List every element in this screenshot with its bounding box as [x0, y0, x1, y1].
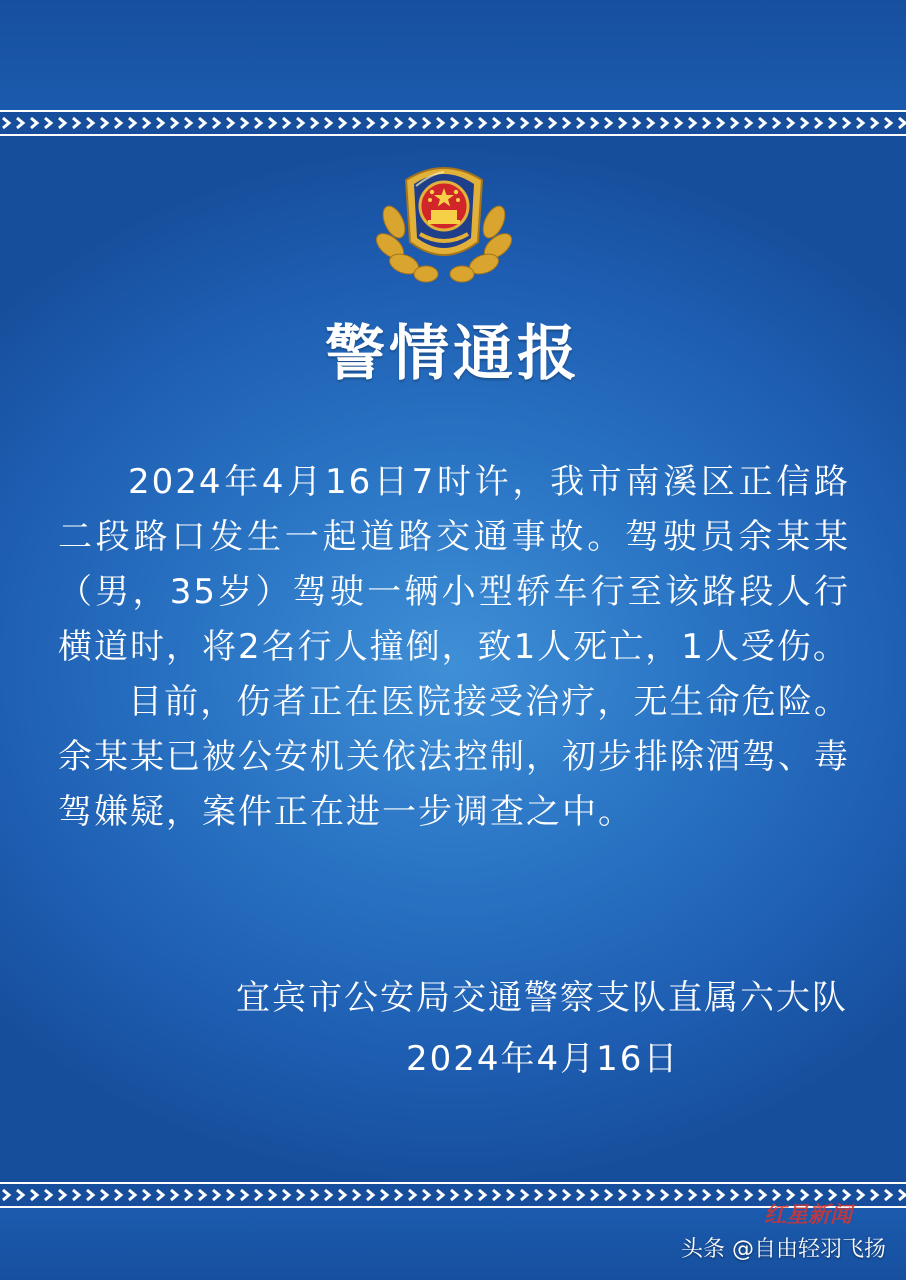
news-logo-watermark: 红星新闻 [764, 1202, 853, 1228]
notice-paragraph: 2024年4月16日7时许，我市南溪区正信路二段路口发生一起道路交通事故。驾驶员余某某（男，35岁）驾驶一辆小型轿车行至该路段人行横道时，将2名行人撞倒，致1人死亡，1人受伤。 [58, 462, 850, 667]
source-watermark: 头条 @自由轻羽飞扬 [681, 1237, 886, 1262]
top-chevron-divider [0, 108, 906, 138]
notice-paragraph: 目前，伤者正在医院接受治疗，无生命危险。余某某已被公安机关依法控制，初步排除酒驾、毒驾嫌疑，案件正在进一步调查之中。 [58, 682, 850, 832]
issuer-signature: 宜宾市公安局交通警察支队直属六大队 [236, 978, 848, 1018]
notice-body [58, 455, 850, 840]
notice-title: 警情通报 [325, 319, 581, 389]
chevron-pattern-icon [0, 108, 906, 138]
issue-date: 2024年4月16日 [406, 1039, 680, 1079]
top-band [0, 0, 906, 112]
police-badge-icon [376, 150, 512, 284]
